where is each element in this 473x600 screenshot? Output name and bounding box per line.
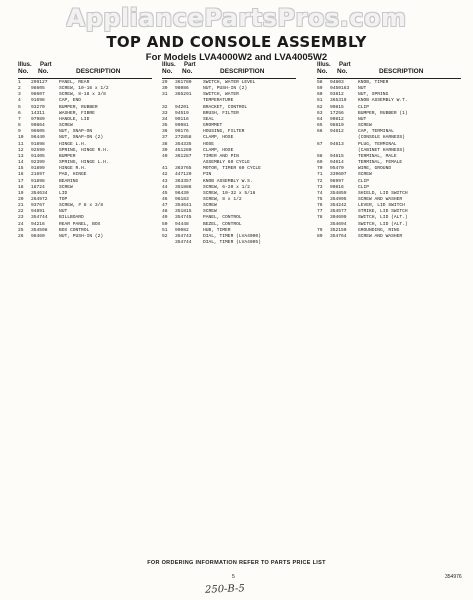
part-description: SWITCH, WATER [203, 92, 239, 98]
part-number: 18724 [31, 184, 45, 190]
part-description: TERMINAL, FEMALE [358, 160, 403, 166]
illus-number: 39 [162, 147, 168, 153]
part-description: NUT, SNAP-ON (2) [59, 135, 104, 141]
part-number: 354577 [330, 209, 347, 215]
part-description: STRIKE, LID SWITCH [358, 209, 408, 215]
part-description: MOTOR, TIMER 60 CYCLE [203, 166, 261, 172]
part-description: CLAMP, HOSE [203, 135, 234, 141]
parts-column-3 [317, 61, 467, 240]
part-description: HINGE L.H. [59, 141, 87, 147]
illus-number: 22 [18, 209, 24, 215]
part-number: 98605 [31, 86, 45, 92]
part-number: 354745 [175, 215, 192, 221]
illus-number: 60 [317, 92, 323, 98]
part-description: BUMPER, RUBBER [59, 104, 98, 110]
part-number: 94891 [31, 209, 45, 215]
header-part: Part [40, 62, 52, 68]
part-description: SCREW, 10-32 x 5/16 [203, 190, 256, 196]
illus-number: 69 [317, 160, 323, 166]
illus-number: 72 [317, 178, 323, 184]
header-part-no: No. [38, 68, 49, 75]
part-number: 90816 [330, 184, 344, 190]
header-no: No. [162, 68, 173, 75]
part-description: SCREW [358, 172, 372, 178]
illus-number [162, 240, 175, 246]
watermark: AppliancePartsPros.com [66, 4, 407, 32]
illus-number: 33 [162, 110, 168, 116]
page-subtitle: For Models LVA4000W2 and LVA4005W2 [145, 52, 328, 63]
part-description: PLUG, TERMINAL [358, 141, 397, 147]
illus-number: 20 [18, 196, 24, 202]
part-number: 96183 [175, 196, 189, 202]
illus-number: 46 [162, 196, 168, 202]
illus-number: 35 [162, 123, 168, 129]
header-description: DESCRIPTION [379, 68, 424, 75]
illus-number: 43 [162, 178, 168, 184]
part-number: 354335 [175, 141, 192, 147]
illus-number: 8 [18, 123, 21, 129]
part-number: 94613 [330, 141, 344, 147]
part-number: 304699 [330, 215, 347, 221]
part-description: SWITCH, LID (ALT.) [358, 221, 408, 227]
part-number: 299127 [31, 80, 48, 85]
part-description: HANDLE, LID [59, 116, 90, 122]
part-description: GROUNDING, RING [358, 227, 400, 233]
part-number: 352150 [330, 227, 347, 233]
page-title: TOP AND CONSOLE ASSEMBLY [106, 33, 367, 51]
parts-column-2 [162, 61, 302, 246]
header-part: Part [339, 62, 351, 68]
part-number: 447120 [175, 172, 192, 178]
illus-number: 74 [317, 190, 323, 196]
illus-number: 32 [162, 104, 168, 110]
illus-number: 58 [317, 80, 323, 85]
part-number: 354694 [330, 221, 347, 227]
part-description: HOUSING, FILTER [203, 129, 245, 135]
part-number: 92399 [31, 160, 45, 166]
illus-number: 37 [162, 135, 168, 141]
part-number: 363357 [175, 178, 192, 184]
document-number: 354976 [445, 574, 462, 580]
part-number: 99081 [175, 123, 189, 129]
parts-column-1 [18, 61, 158, 240]
part-description: BRUSH, FILTER [203, 110, 239, 116]
illus-number: 21 [18, 203, 24, 209]
illus-number: 64 [317, 116, 323, 122]
illus-number: 3 [18, 92, 21, 98]
part-number: 96430 [175, 190, 189, 196]
part-number: 98607 [31, 92, 45, 98]
part-number: 361780 [175, 80, 192, 85]
part-description: PANEL, REAR [59, 80, 90, 85]
illus-number: 67 [317, 141, 323, 147]
illus-number: 68 [317, 153, 323, 159]
part-row [317, 234, 467, 240]
header-description: DESCRIPTION [220, 68, 265, 75]
part-description: KNOB, TIMER [358, 80, 389, 85]
illus-number: 18 [18, 184, 24, 190]
part-description: BRACKET, CONTROL [203, 104, 248, 110]
illus-number: 34 [162, 116, 168, 122]
part-number: 94448 [175, 221, 189, 227]
part-description: CLIP [358, 104, 370, 110]
part-number: 91898 [31, 178, 45, 184]
illus-number: 26 [18, 233, 24, 239]
illus-number: 79 [317, 227, 323, 233]
illus-number: 11 [18, 141, 24, 147]
part-description: SCREW AND WASHER [358, 196, 403, 202]
part-number: 96440 [31, 135, 45, 141]
part-description: BUMPER, RUBBER (1) [358, 110, 408, 116]
parts-list [317, 80, 467, 240]
part-description: WASHER, FIBRE [59, 110, 95, 116]
illus-number: 5 [18, 104, 21, 110]
part-number: 21697 [31, 172, 45, 178]
part-number: 94201 [175, 104, 189, 110]
illus-number: 9 [18, 129, 21, 135]
part-number: 90812 [330, 116, 344, 122]
part-number: 94614 [330, 160, 344, 166]
part-number: 354242 [330, 203, 347, 209]
part-description: ASSEMBLY 60 CYCLE [203, 160, 250, 166]
illus-number: 44 [162, 184, 168, 190]
part-description: SCREW [203, 209, 217, 215]
part-number: 92599 [31, 147, 45, 153]
part-description: GROMMET [203, 123, 223, 129]
part-number: 365291 [175, 92, 192, 98]
part-number: 91698 [31, 98, 45, 104]
part-description: DIAL, TIMER (LVA4005) [203, 240, 261, 246]
part-description: (CONSOLE HARNESS) [358, 135, 405, 141]
part-number: 94519 [175, 110, 189, 116]
illus-number: 61 [317, 98, 323, 104]
part-number: 451280 [175, 147, 192, 153]
part-description: SCREW, 8-18 x 3/8 [59, 92, 106, 98]
part-description: PAD, HINGE [59, 172, 87, 178]
illus-number: 75 [317, 196, 323, 202]
part-number: 99116 [175, 116, 189, 122]
part-number: 351888 [175, 184, 192, 190]
illus-number: 14 [18, 160, 24, 166]
illus-number: 73 [317, 184, 323, 190]
header-illus: Illus. [162, 62, 176, 68]
illus-number: 65 [317, 123, 323, 129]
handwritten-note: 250-B-5 [204, 583, 245, 596]
part-description: SCREW [203, 203, 217, 209]
column-header [317, 61, 467, 80]
part-description: (CABINET HARNESS) [358, 147, 405, 153]
part-description: CLIP [358, 184, 370, 190]
part-description: NUT, PUSH-IN (2) [203, 86, 248, 92]
part-number: 90864 [31, 123, 45, 129]
part-number: 96605 [31, 129, 45, 135]
illus-number: 6 [18, 110, 21, 116]
part-description: BEZEL, CONTROL [203, 221, 242, 227]
part-number: 91898 [31, 141, 45, 147]
part-number: 91899 [31, 166, 45, 172]
part-number: 98810 [330, 123, 344, 129]
illus-number: 24 [18, 221, 24, 227]
part-description: PANEL, CONTROL [203, 215, 242, 221]
part-number: 264972 [31, 196, 48, 202]
illus-number: 52 [162, 233, 168, 239]
part-number: 351815 [175, 209, 192, 215]
part-description: SCREW, 8 x 1/2 [203, 196, 242, 202]
part-number: 354764 [330, 233, 347, 239]
illus-number: 71 [317, 172, 323, 178]
part-description: TERMINAL, MALE [358, 153, 397, 159]
part-number: 272858 [175, 135, 192, 141]
illus-number: 78 [317, 215, 323, 221]
part-description: NUT [358, 116, 367, 122]
illus-number: 41 [162, 166, 168, 172]
illus-number: 62 [317, 104, 323, 110]
parts-list [162, 80, 302, 246]
illus-number: 63 [317, 110, 323, 116]
part-number: 354634 [31, 190, 48, 196]
illus-number: 77 [317, 209, 323, 215]
part-description: TOP [59, 196, 68, 202]
part-number: 95470 [330, 166, 344, 172]
illus-number: 13 [18, 153, 24, 159]
column-header [162, 61, 302, 80]
part-number: 98997 [330, 178, 344, 184]
part-description: NUT, PUSH-IN (2) [59, 233, 104, 239]
header-illus: Illus. [18, 62, 32, 68]
header-part-no: No. [182, 68, 193, 75]
part-number: 94615 [330, 153, 344, 159]
part-description: NUT, SPRING [358, 92, 389, 98]
part-description: DIAL, TIMER (LVA4000) [203, 233, 261, 239]
part-description: REAR PANEL, BOX [59, 221, 101, 227]
part-description: SCREW [59, 184, 73, 190]
part-number: 354598 [31, 227, 48, 233]
part-description: NUT [358, 86, 367, 92]
part-row [18, 234, 158, 240]
part-description: HINGE R.H. [59, 166, 87, 172]
part-number: 354744 [31, 215, 48, 221]
part-number: 361287 [175, 153, 192, 159]
illus-number: 2 [18, 86, 21, 92]
part-number: 99082 [175, 227, 189, 233]
header-part-no: No. [337, 68, 348, 75]
header-illus: Illus. [317, 62, 331, 68]
part-description: CLAMP, HOSE [203, 147, 234, 153]
illus-number: 19 [18, 190, 24, 196]
illus-number: 36 [162, 129, 168, 135]
part-number: 17256 [330, 110, 344, 116]
illus-number: 25 [18, 227, 24, 233]
part-number: 94216 [31, 221, 45, 227]
part-description: SCREW, 6-20 x 1/2 [203, 184, 250, 190]
part-number: 354995 [330, 196, 347, 202]
part-description: SEAL [203, 116, 215, 122]
illus-number: 47 [162, 203, 168, 209]
part-description: SCREW, # 8 x 3/8 [59, 203, 104, 209]
illus-number: 4 [18, 98, 21, 104]
header-rule [18, 78, 152, 79]
illus-number: 59 [317, 86, 323, 92]
part-description: BOX CONTROL [59, 227, 90, 233]
part-description: SWITCH, LID (ALT.) [358, 215, 408, 221]
parts-list [18, 80, 158, 240]
header-no: No. [317, 68, 328, 75]
part-number: 98086 [175, 86, 189, 92]
header-description: DESCRIPTION [76, 68, 121, 75]
illus-number: 12 [18, 147, 24, 153]
part-number: 91405 [31, 153, 45, 159]
illus-number: 80 [317, 233, 323, 239]
part-number: 90815 [330, 104, 344, 110]
part-description: SWITCH, WATER LEVEL [203, 80, 256, 85]
part-description: CAP, END [59, 98, 82, 104]
header-rule [162, 78, 296, 79]
part-number: 94612 [330, 129, 344, 135]
illus-number: 49 [162, 215, 168, 221]
illus-number: 17 [18, 178, 24, 184]
illus-number: 7 [18, 116, 21, 122]
illus-number: 16 [18, 172, 24, 178]
part-description: BUMPER [59, 153, 76, 159]
part-number: 365319 [330, 98, 347, 104]
part-description: BEARING [59, 178, 79, 184]
part-description: SCREW [358, 123, 372, 129]
part-description: KNOB ASSEMBLY W.T. [358, 98, 408, 104]
header-rule [317, 78, 461, 79]
part-description: WIRE, GROUND [358, 166, 392, 172]
part-number: 14311 [31, 110, 45, 116]
part-description: SPRING, HINGE R.H. [59, 147, 109, 153]
illus-number: 40 [162, 153, 168, 159]
part-description: HOSE [203, 141, 215, 147]
header-no: No. [18, 68, 29, 75]
part-description: PIN [203, 172, 212, 178]
column-header [18, 61, 158, 80]
part-description: CLIP [358, 178, 370, 184]
part-number: 93767 [31, 203, 45, 209]
part-description: TIMER AND PIN [203, 153, 239, 159]
illus-number: 38 [162, 141, 168, 147]
part-number: 99176 [175, 129, 189, 135]
page-number: 5 [232, 574, 235, 580]
part-description: TEMPERATURE [203, 98, 234, 104]
part-number: 98460 [31, 233, 45, 239]
part-description: BILLBOARD [59, 215, 84, 221]
part-description: CAP, TERMINAL [358, 129, 394, 135]
illus-number: 15 [18, 166, 24, 172]
part-description: SCREW, 10-16 x 1/2 [59, 86, 109, 92]
part-number: 93270 [31, 104, 45, 110]
illus-number: 30 [162, 86, 168, 92]
part-number: 9450163 [330, 86, 350, 92]
part-description: NUT [59, 209, 68, 215]
part-description: SCREW [59, 123, 73, 129]
part-description: HUB, TIMER [203, 227, 231, 233]
part-row [162, 240, 302, 246]
illus-number: 23 [18, 215, 24, 221]
illus-number: 50 [162, 221, 168, 227]
illus-number: 51 [162, 227, 168, 233]
part-description: NUT, SNAP-ON [59, 129, 93, 135]
part-description: SPRING, HINGE L.H. [59, 160, 109, 166]
part-number: 354859 [330, 190, 347, 196]
illus-number: 31 [162, 92, 168, 98]
illus-number: 45 [162, 190, 168, 196]
illus-number: 76 [317, 203, 323, 209]
part-number: 354641 [175, 203, 192, 209]
part-number: 363765 [175, 166, 192, 172]
part-description: LEVER, LID SWITCH [358, 203, 405, 209]
header-part: Part [184, 62, 196, 68]
part-description: LID [59, 190, 68, 196]
part-description: KNOB ASSEMBLY W.S. [203, 178, 253, 184]
part-number: 354743 [175, 233, 192, 239]
illus-number: 42 [162, 172, 168, 178]
illus-number: 48 [162, 209, 168, 215]
part-number: 339607 [330, 172, 347, 178]
illus-number: 70 [317, 166, 323, 172]
part-number: 97989 [31, 116, 45, 122]
illus-number: 66 [317, 129, 323, 135]
illus-number: 1 [18, 80, 21, 85]
part-description: SHIELD, LID SWITCH [358, 190, 408, 196]
part-number: 93812 [330, 92, 344, 98]
illus-number: 10 [18, 135, 24, 141]
illus-number: 29 [162, 80, 168, 85]
part-number: 94803 [330, 80, 344, 85]
part-description: SCREW AND WASHER [358, 233, 403, 239]
ordering-note: FOR ORDERING INFORMATION REFER TO PARTS PRICE LIST [147, 560, 326, 566]
part-number: 354744 [175, 240, 192, 246]
